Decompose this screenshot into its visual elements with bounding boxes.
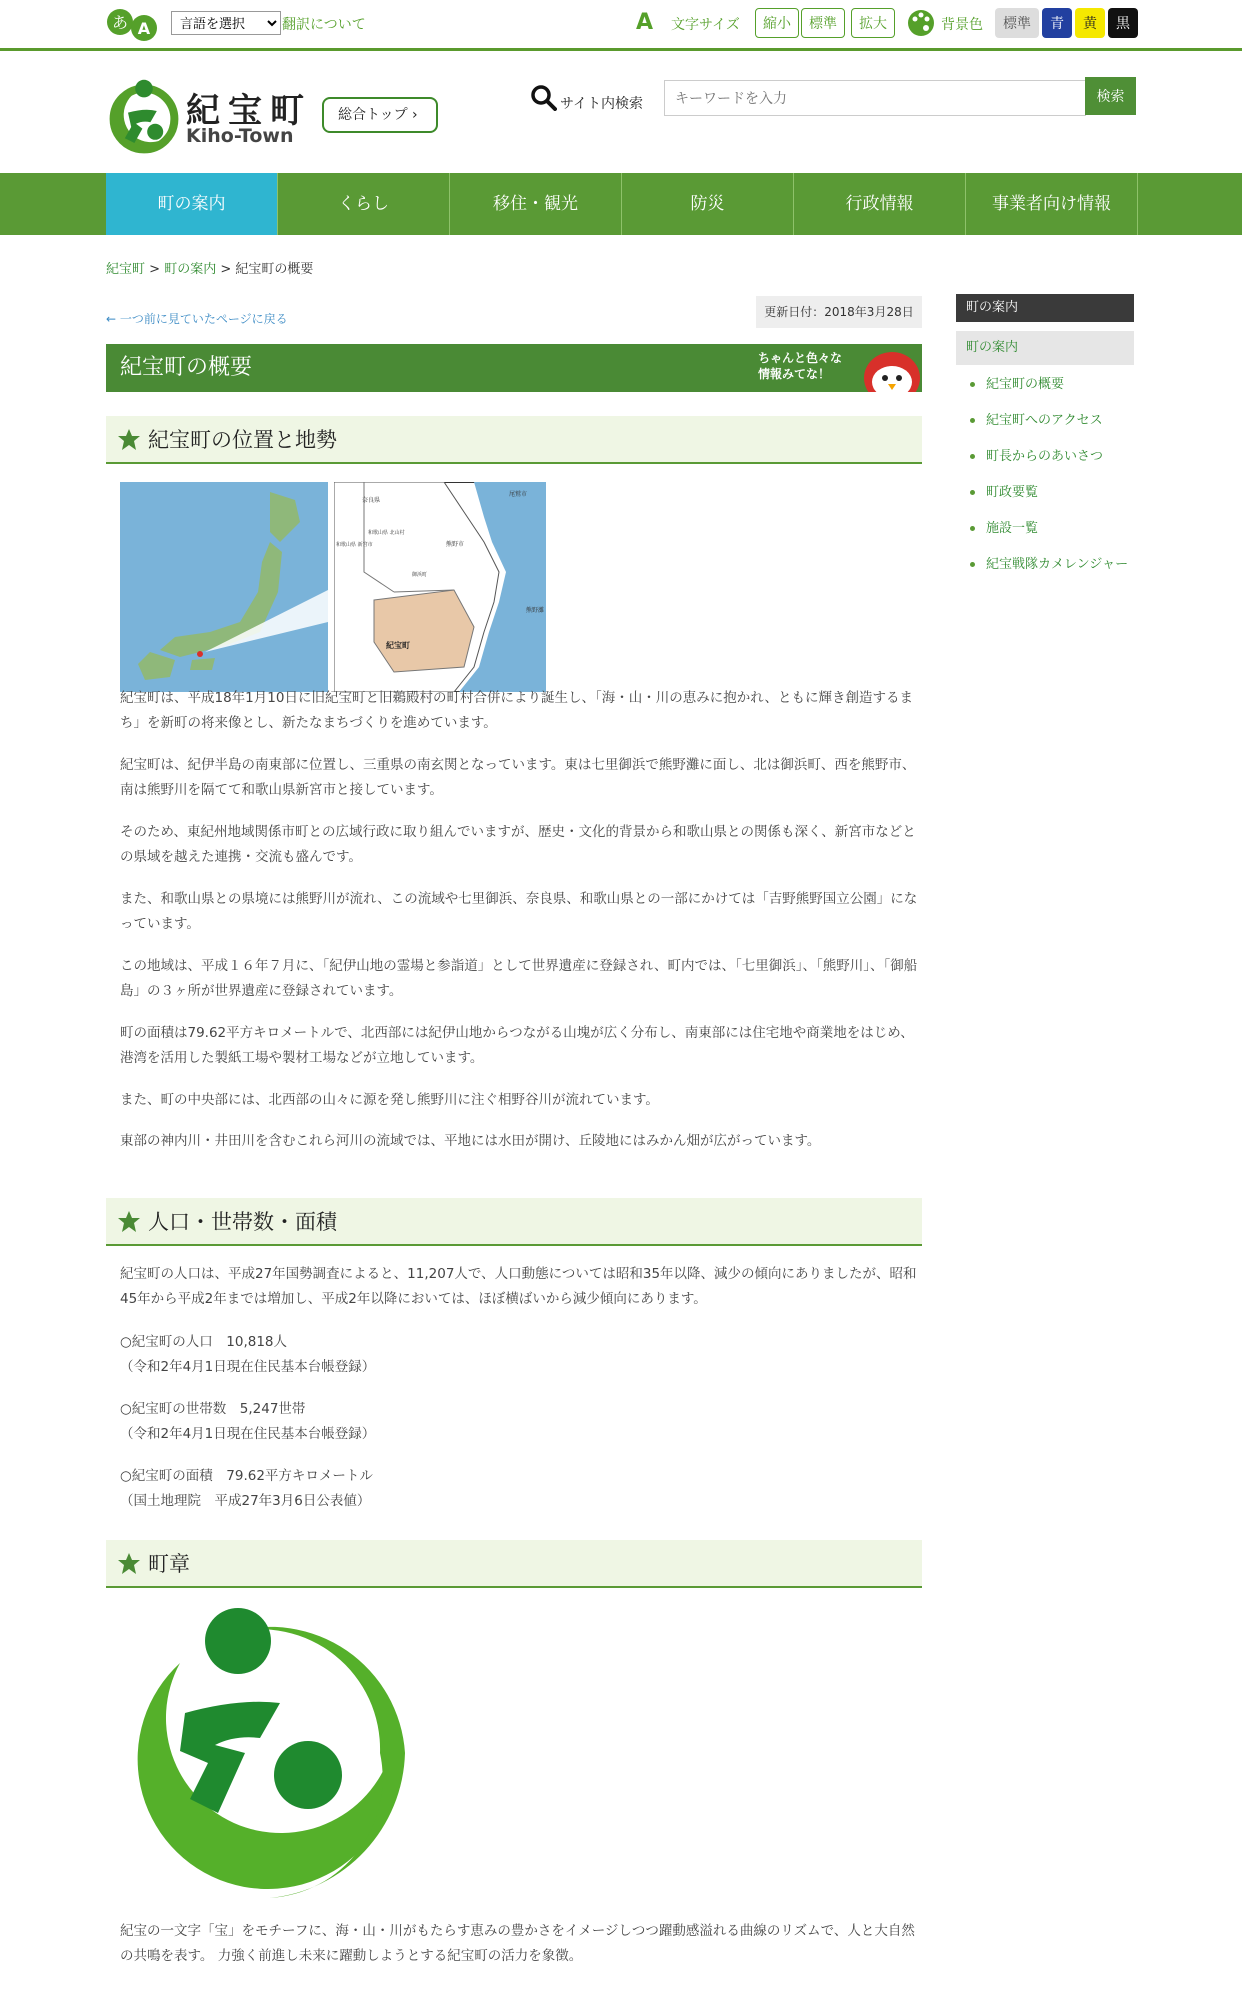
background-color-label: 背景色 <box>941 17 983 33</box>
map-label-owase: 尾鷲市 <box>509 491 528 498</box>
nav-business[interactable]: 事業者向け情報 <box>966 173 1138 235</box>
sidebar-item-facilities[interactable]: 施設一覧 <box>956 515 1134 542</box>
bg-blue-button[interactable]: 青 <box>1042 8 1072 38</box>
paragraph: この地域は、平成１６年７月に、「紀伊山地の霊場と参詣道」として世界遺産に登録され、町内では、「七里御浜」、「熊野川」、「御船島」の３ヶ所が世界遺産に登録されています。 <box>120 958 918 999</box>
nav-town-guide[interactable]: 町の案内 <box>106 173 278 235</box>
breadcrumb-current: 紀宝町の概要 <box>235 262 314 277</box>
paragraph: 紀宝の一文字「宝」をモチーフに、海・山・川がもたらす恵みの豊かさをイメージしつつ躍動感溢れる曲線のリズムで、人と大自然の共鳴を表す。 力強く前進し未来に躍動しようとする紀宝町の活力を象徴。 <box>120 1923 915 1964</box>
paragraph: 紀宝町の人口は、平成27年国勢調査によると、11,207人で、人口動態については昭和35年以降、減少の傾向にありましたが、昭和45年から平成2年までは増加し、平成2年以降においては、ほぼ横ばいから減少傾向にあります。 <box>120 1266 917 1307</box>
search-icon <box>531 85 557 111</box>
paragraph: 町の面積は79.62平方キロメートルで、北西部には紀伊山地からつながる山塊が広く分布し、南東部には住宅地や商業地をはじめ、港湾を活用した製紙工場や製材工場などが立地しています。 <box>120 1025 914 1066</box>
site-header <box>0 51 1242 173</box>
arrow-left-icon: ← <box>106 312 120 326</box>
nav-living[interactable]: くらし <box>278 173 450 235</box>
town-logo[interactable] <box>104 79 184 159</box>
sidebar-item-access[interactable]: 紀宝町へのアクセス <box>956 407 1134 434</box>
site-name-english: Kiho-Town <box>186 125 294 147</box>
nav-disaster-prevention[interactable]: 防災 <box>622 173 794 235</box>
paragraph: また、和歌山県との県境には熊野川が流れ、この流域や七里御浜、奈良県、和歌山県との一部にかけては「吉野熊野国立公園」になっています。 <box>120 891 918 932</box>
town-emblem <box>120 1603 420 1903</box>
bg-yellow-button[interactable]: 黄 <box>1075 8 1105 38</box>
paragraph: 紀宝町は、平成18年1月10日に旧紀宝町と旧鵜殿村の町村合併により誕生し、「海・山・川の恵みに抱かれ、ともに輝き創造するまち」を新町の将来像とし、新たなまちづくりを進めています。 <box>120 690 914 731</box>
sidebar-title: 町の案内 <box>956 294 1134 322</box>
sidebar-item-mayor-greeting[interactable]: 町長からのあいさつ <box>956 443 1134 470</box>
bg-black-button[interactable]: 黒 <box>1108 8 1138 38</box>
map-label-kiho: 紀宝町 <box>386 641 410 650</box>
nav-administration[interactable]: 行政情報 <box>794 173 966 235</box>
nav-migration-tourism[interactable]: 移住・観光 <box>450 173 622 235</box>
language-icon <box>106 8 160 42</box>
bg-standard-button[interactable]: 標準 <box>995 8 1039 38</box>
region-map <box>334 482 546 692</box>
portal-top-button[interactable]: 総合トップ › <box>322 97 438 133</box>
language-select[interactable] <box>171 11 281 35</box>
page-title: 紀宝町の概要 ちゃんと色々な 情報みてな！ <box>106 344 922 392</box>
mascot-character <box>856 344 922 392</box>
chevron-right-icon: › <box>412 107 418 123</box>
translation-info-link[interactable]: 翻訳について <box>282 17 366 33</box>
section-heading-population: 人口・世帯数・面積 <box>106 1198 922 1246</box>
back-link[interactable]: ← 一つ前に見ていたページに戻る <box>106 312 288 326</box>
map-label-mihama: 御浜町 <box>412 572 428 578</box>
utility-bar <box>0 0 1242 51</box>
search-input[interactable] <box>664 80 1086 116</box>
breadcrumb: 紀宝町 > 町の案内 > 紀宝町の概要 <box>106 262 314 277</box>
town-mark-icon <box>116 1209 142 1235</box>
updated-date: 更新日付：2018年3月28日 <box>756 296 922 328</box>
sidebar <box>956 294 1134 587</box>
paragraph: 東部の神内川・井田川を含むこれら河川の流域では、平地には水田が開け、丘陵地にはみかん畑が広がっています。 <box>120 1133 821 1149</box>
paragraph: また、町の中央部には、北西部の山々に源を発し熊野川に注ぐ相野谷川が流れています。 <box>120 1092 659 1108</box>
stat-area: ○紀宝町の面積 79.62平方キロメートル （国土地理院 平成27年3月6日公表値） <box>120 1468 373 1509</box>
font-size-label: 文字サイズ <box>671 17 740 33</box>
svg-text:あ: あ <box>111 13 129 32</box>
stat-households: ○紀宝町の世帯数 5,247世帯 （令和2年4月1日現在住民基本台帳登録） <box>120 1401 376 1442</box>
sidebar-list <box>956 371 1134 578</box>
map-label-kumano: 熊野市 <box>446 541 465 548</box>
japan-map <box>120 482 328 692</box>
map-label-shingu: 和歌山県 新宮市 <box>336 542 373 548</box>
font-enlarge-button[interactable]: 拡大 <box>851 8 895 38</box>
svg-text:A: A <box>137 19 151 38</box>
map-label-nara: 奈良県 <box>362 497 381 504</box>
town-mark-icon <box>116 1551 142 1577</box>
town-mark-icon <box>116 427 142 453</box>
section-heading-location: 紀宝町の位置と地勢 <box>106 416 922 464</box>
mascot-speech: ちゃんと色々な 情報みてな！ <box>758 351 843 381</box>
font-size-icon: A <box>636 10 654 35</box>
search-button[interactable]: 検索 <box>1085 77 1136 115</box>
sidebar-category[interactable]: 町の案内 <box>956 331 1134 365</box>
font-shrink-button[interactable]: 縮小 <box>755 8 799 38</box>
section-heading-emblem: 町章 <box>106 1540 922 1588</box>
palette-icon <box>906 8 936 38</box>
paragraph: 紀宝町は、紀伊半島の南東部に位置し、三重県の南玄関となっています。東は七里御浜で熊野灘に面し、北は御浜町、西を熊野市、南は熊野川を隔てて和歌山県新宮市と接しています。 <box>120 757 916 798</box>
map-label-kumanonada: 熊野灘 <box>526 607 545 614</box>
font-standard-button[interactable]: 標準 <box>801 8 845 38</box>
site-name: 紀宝町 <box>186 91 312 131</box>
stat-population: ○紀宝町の人口 10,818人 （令和2年4月1日現在住民基本台帳登録） <box>120 1334 376 1375</box>
sidebar-item-kameleonger[interactable]: 紀宝戦隊カメレンジャー <box>956 551 1134 578</box>
breadcrumb-home[interactable]: 紀宝町 <box>106 262 146 277</box>
map-label-kitayama: 和歌山県 北山村 <box>368 530 405 536</box>
breadcrumb-town-guide[interactable]: 町の案内 <box>164 262 217 277</box>
paragraph: そのため、東紀州地域関係市町との広域行政に取り組んでいますが、歴史・文化的背景から和歌山県との関係も深く、新宮市などとの県域を越えた連携・交流も盛んです。 <box>120 824 916 865</box>
sidebar-item-overview[interactable]: 紀宝町の概要 <box>956 371 1134 398</box>
site-search-label: サイト内検索 <box>560 96 644 112</box>
sidebar-item-handbook[interactable]: 町政要覧 <box>956 479 1134 506</box>
global-nav <box>0 173 1242 235</box>
